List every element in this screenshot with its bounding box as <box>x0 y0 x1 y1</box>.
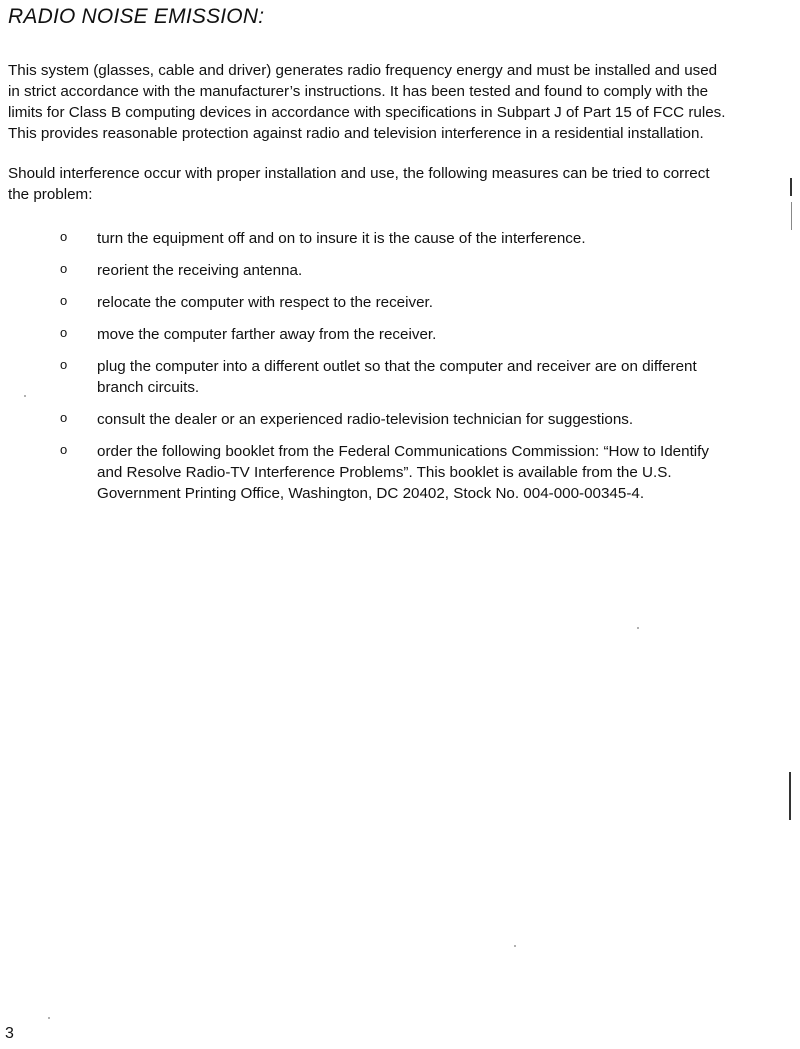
bullet-icon: o <box>60 442 68 457</box>
scan-edge-mark <box>791 202 792 230</box>
bullet-icon: o <box>60 293 68 308</box>
list-item-text: relocate the computer with respect to the receiver. <box>97 294 433 311</box>
bullet-icon: o <box>60 357 68 372</box>
scan-speck <box>637 627 639 629</box>
scan-speck <box>48 1017 50 1019</box>
bullet-icon: o <box>60 229 68 244</box>
bullet-icon: o <box>60 325 68 340</box>
intro-paragraph: This system (glasses, cable and driver) generates radio frequency energy and must be installed and used in strict accordance with the manufacturer’s instructions. It has been tested and found to comply with the limits for Class B computing devices in accordance with specifications in Subpart J of Part 15 of FCC rules. This provides reasonable protection against radio and television interference in a residential installation. <box>8 62 726 142</box>
list-item <box>0 260 727 281</box>
list-item <box>0 324 727 345</box>
list-item <box>0 228 727 249</box>
scan-speck <box>514 945 516 947</box>
list-item-text: order the following booklet from the Federal Communications Commission: “How to Identify and Resolve Radio-TV Interference Problems”. This booklet is available from the U.S. Government Printing Office, Washington, DC 20402, Stock No. 004-000-00345-4. <box>97 443 709 502</box>
bullet-icon: o <box>60 410 68 425</box>
scan-edge-mark <box>789 772 791 820</box>
list-item-text: consult the dealer or an experienced radio-television technician for suggestions. <box>97 411 634 428</box>
list-item-text: move the computer farther away from the receiver. <box>97 326 437 343</box>
list-item <box>0 409 727 430</box>
list-item <box>0 292 727 313</box>
list-item-text: reorient the receiving antenna. <box>97 262 303 279</box>
measures-list <box>0 228 800 504</box>
list-item <box>0 356 727 398</box>
list-item <box>0 441 727 504</box>
list-item-text: turn the equipment off and on to insure it is the cause of the interference. <box>97 230 586 247</box>
measures-intro-paragraph: Should interference occur with proper installation and use, the following measures can be tried to correct the problem: <box>8 165 710 203</box>
page-title: RADIO NOISE EMISSION: <box>8 5 265 28</box>
bullet-icon: o <box>60 261 68 276</box>
page-number: 3 <box>5 1025 14 1042</box>
list-item-text: plug the computer into a different outlet so that the computer and receiver are on different branch circuits. <box>97 358 697 396</box>
scan-edge-mark <box>790 178 792 196</box>
scan-speck <box>24 395 26 397</box>
